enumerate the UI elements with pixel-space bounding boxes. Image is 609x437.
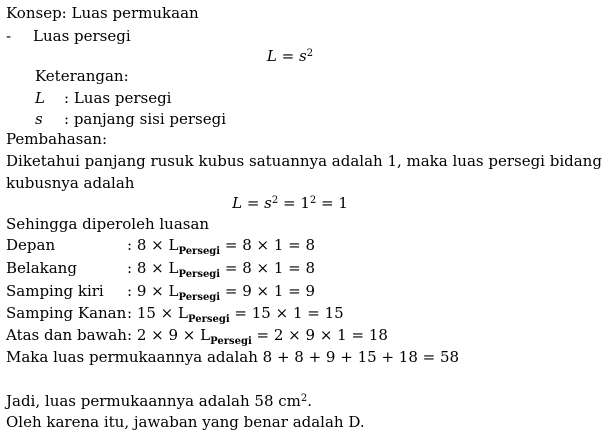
keterangan-heading: Keterangan:	[35, 67, 129, 85]
concept-heading: Konsep: Luas permukaan	[6, 4, 199, 22]
pembahasan-heading: Pembahasan:	[6, 130, 108, 148]
row-post: = 2 × 9 × 1 = 18	[251, 326, 388, 344]
ket-desc-l: : Luas persegi	[64, 89, 172, 107]
ket-symbol-s: s	[35, 110, 43, 128]
conclusion-exp: 2	[300, 393, 308, 404]
conclusion-text: Jadi, luas permukaannya adalah 58 cm	[6, 392, 301, 410]
bullet-line	[0, 25, 609, 47]
row-post: = 9 × 1 = 9	[220, 282, 316, 300]
row-subscript: Persegi	[178, 246, 221, 257]
row-post: = 8 × 1 = 8	[220, 236, 316, 254]
formula1-lhs: L	[266, 47, 277, 65]
row-label: Samping Kanan	[6, 304, 127, 322]
row-post: = 8 × 1 = 8	[220, 259, 316, 277]
formula2-lhs: L	[232, 194, 243, 212]
formula1-eq: =	[276, 47, 299, 65]
row-label: Belakang	[6, 259, 77, 277]
formula-area-square	[0, 45, 609, 67]
row-label: Atas dan bawah	[6, 326, 127, 344]
row-label: Samping kiri	[6, 282, 104, 300]
bullet-dash: -	[6, 27, 12, 45]
ket-desc-s: : panjang sisi persegi	[64, 110, 227, 128]
paragraph-line-1: Diketahui panjang rusuk kubus satuannya adalah 1, maka luas persegi bidang	[6, 152, 602, 170]
formula1-exp: 2	[306, 48, 314, 59]
row-label: Depan	[6, 236, 56, 254]
formula2-eq3: = 1	[316, 194, 348, 212]
area-row-samping-kiri	[0, 280, 609, 302]
ket-item-area	[0, 87, 609, 109]
formula1-base: s	[299, 47, 307, 65]
sehingga-line: Sehingga diperoleh luasan	[6, 215, 210, 233]
row-pre: : 8 × L	[127, 236, 179, 254]
formula2-eq2: = 1	[278, 194, 310, 212]
area-row-belakang	[0, 257, 609, 279]
formula2-exp: 2	[271, 195, 279, 206]
ket-symbol-l: L	[35, 89, 45, 107]
row-pre: : 8 × L	[127, 259, 179, 277]
area-row-depan	[0, 234, 609, 256]
paragraph-line-2: kubusnya adalah	[6, 174, 135, 192]
formula2-base: s	[264, 194, 272, 212]
row-pre: : 2 × 9 × L	[127, 326, 211, 344]
conclusion-line	[6, 390, 312, 412]
row-subscript: Persegi	[210, 336, 252, 347]
total-line: Maka luas permukaannya adalah 8 + 8 + 9 + 15 + 18 = 58	[6, 348, 460, 366]
formula2-eq1: =	[242, 194, 265, 212]
row-pre: : 9 × L	[127, 282, 179, 300]
area-row-samping-kanan	[0, 302, 609, 324]
ket-item-side	[0, 108, 609, 130]
row-pre: : 15 × L	[127, 304, 188, 322]
row-post: = 15 × 1 = 15	[229, 304, 344, 322]
answer-line: Oleh karena itu, jawaban yang benar adalah D.	[6, 413, 365, 431]
bullet-text: Luas persegi	[33, 27, 131, 45]
formula-area-unit	[0, 192, 609, 214]
row-subscript: Persegi	[187, 314, 230, 325]
area-row-atas-bawah	[0, 324, 609, 346]
row-subscript: Persegi	[178, 269, 221, 280]
conclusion-period: .	[307, 392, 313, 410]
row-subscript: Persegi	[178, 292, 221, 303]
formula2-exp2: 2	[309, 195, 317, 206]
